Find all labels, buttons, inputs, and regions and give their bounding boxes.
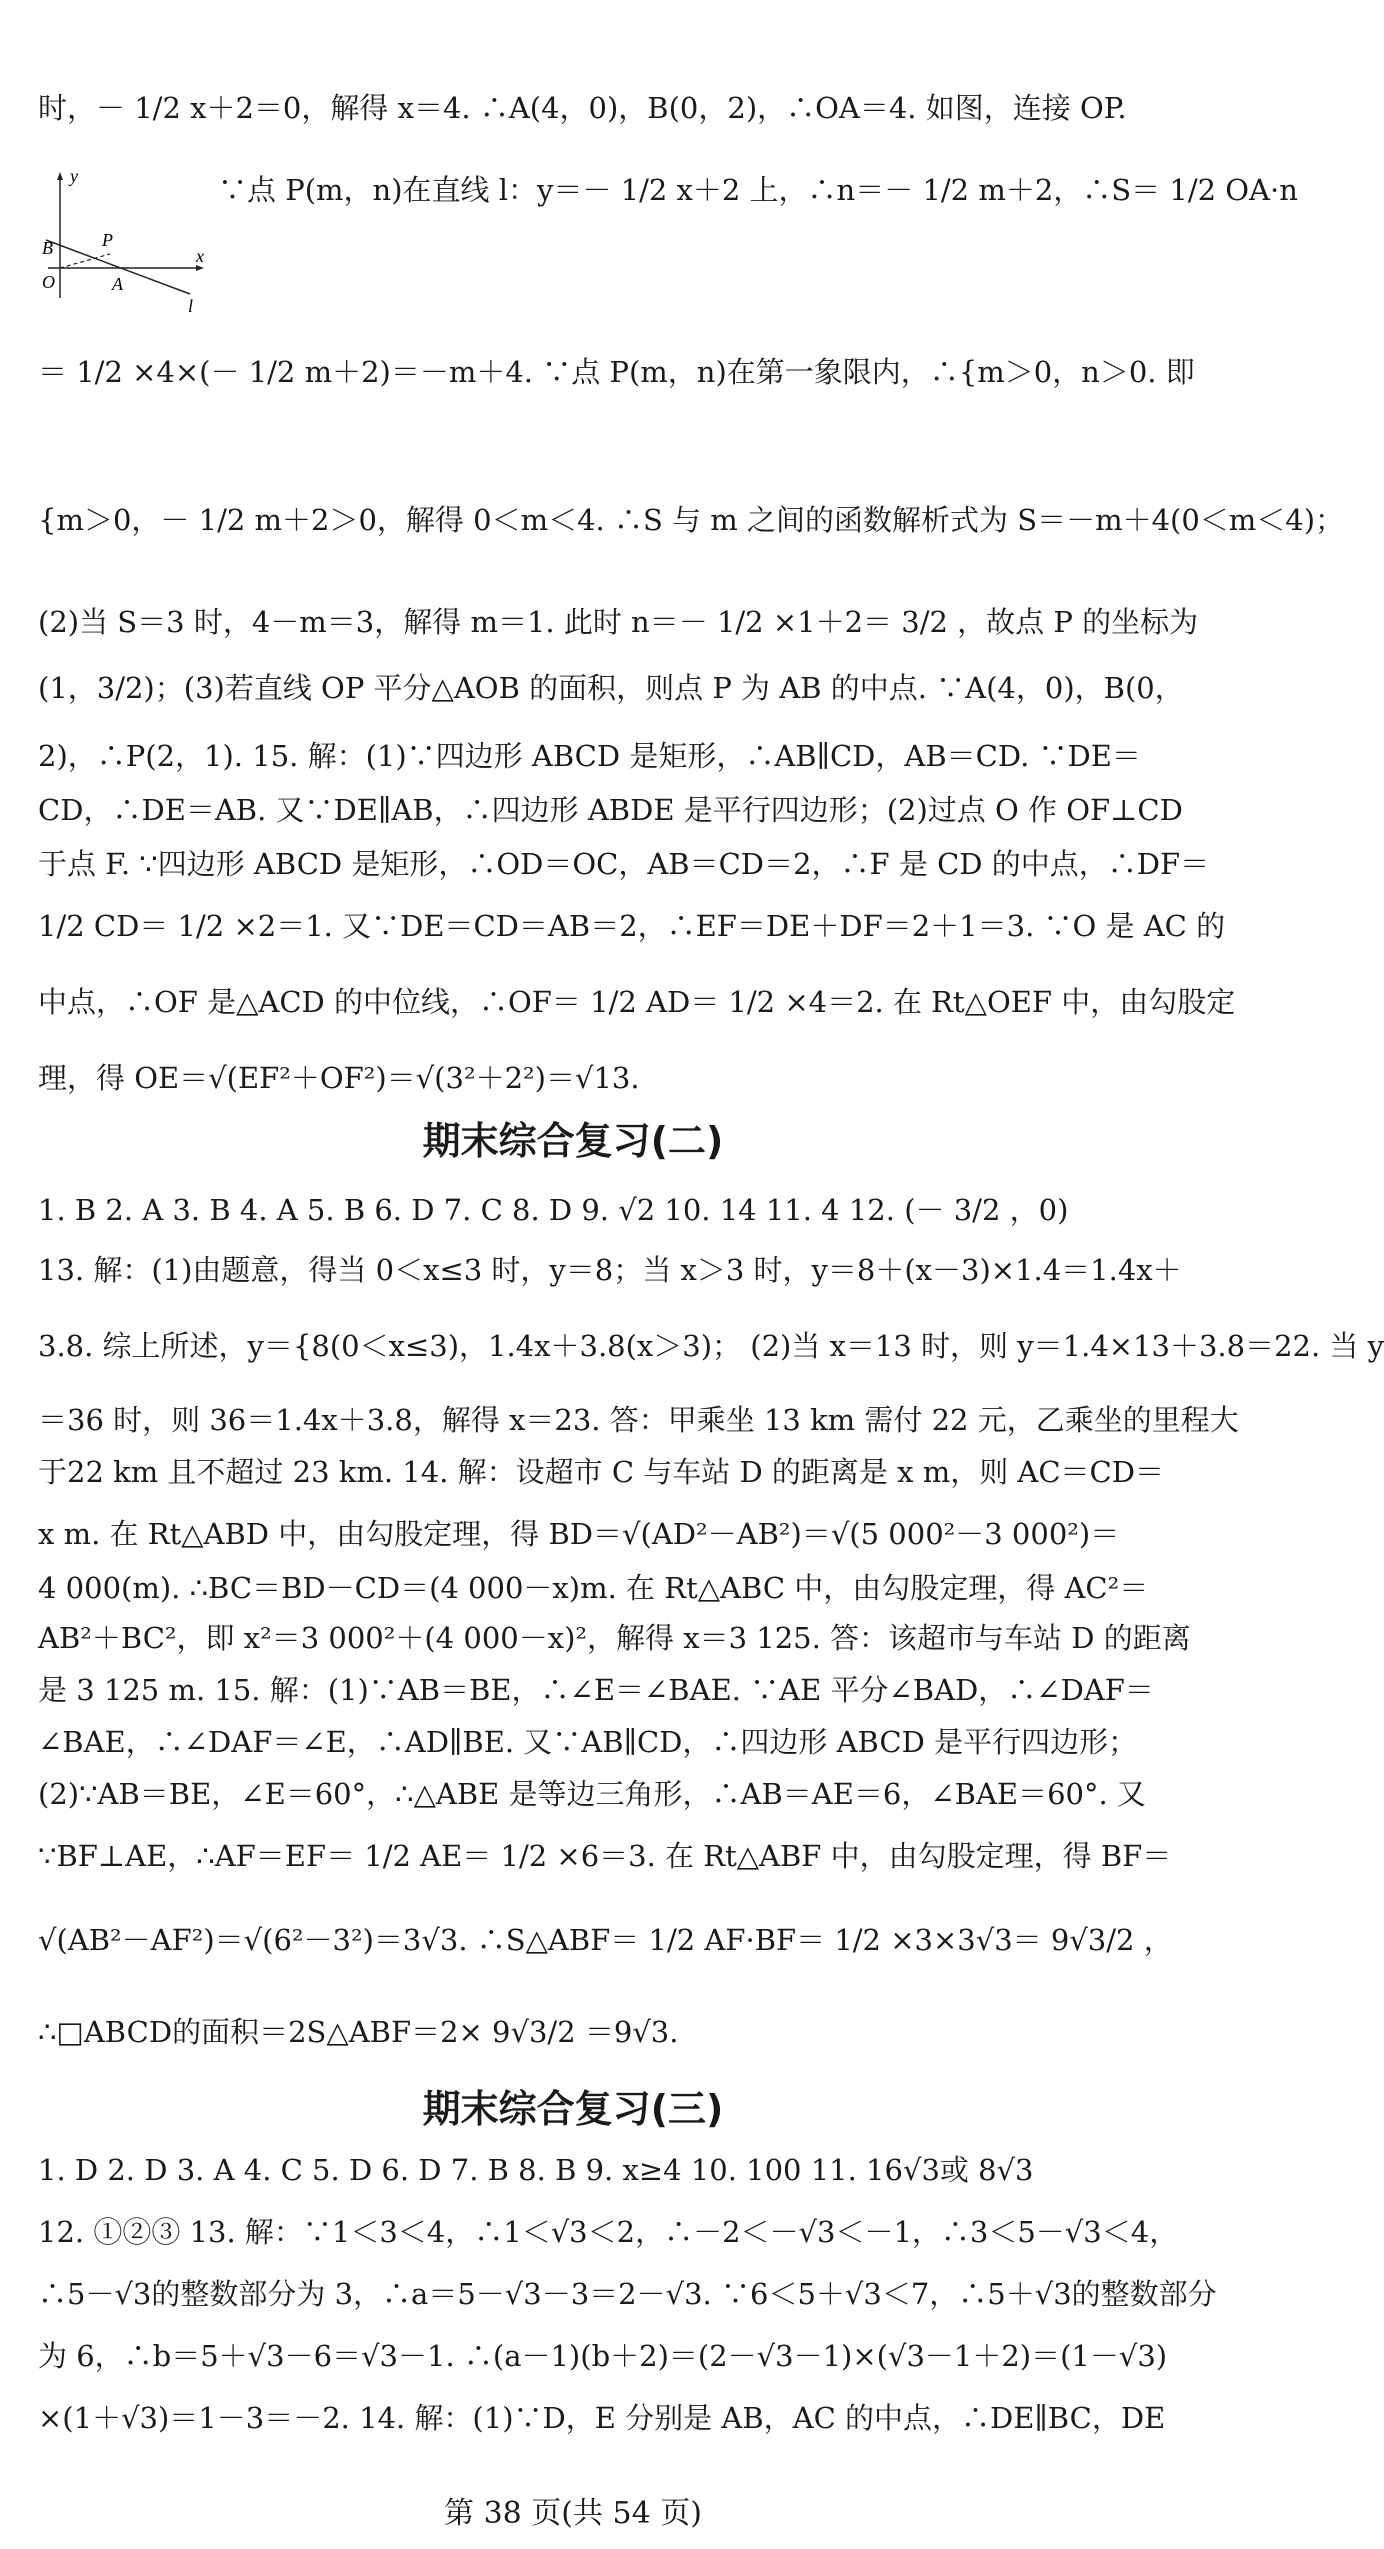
- text-line: 理，得 OE＝√(EF²＋OF²)＝√(3²＋2²)＝√13.: [38, 1061, 640, 1095]
- text-line: ∴□ABCD的面积＝2S△ABF＝2× 9√3/2 ＝9√3.: [38, 2015, 679, 2049]
- text-line: 2)，∴P(2，1). 15. 解：(1)∵四边形 ABCD 是矩形，∴AB∥CD，AB＝CD. ∵DE＝: [38, 739, 1141, 773]
- text-line: 是 3 125 m. 15. 解：(1)∵AB＝BE，∴∠E＝∠BAE. ∵AE 平分∠BAD，∴∠DAF＝: [38, 1673, 1154, 1707]
- text-line: 13. 解：(1)由题意，得当 0＜x≤3 时，y＝8；当 x＞3 时，y＝8＋(x－3)×1.4＝1.4x＋: [38, 1253, 1182, 1287]
- text-line: ∵BF⊥AE，∴AF＝EF＝ 1/2 AE＝ 1/2 ×6＝3. 在 Rt△ABF 中，由勾股定理，得 BF＝: [38, 1839, 1172, 1873]
- text-line: 中点，∴OF 是△ACD 的中位线，∴OF＝ 1/2 AD＝ 1/2 ×4＝2. 在 Rt△OEF 中，由勾股定: [38, 985, 1236, 1019]
- text-line: ∠BAE，∴∠DAF＝∠E，∴AD∥BE. 又∵AB∥CD，∴四边形 ABCD 是平行四边形；: [38, 1725, 1138, 1759]
- text-line: 4 000(m). ∴BC＝BD－CD＝(4 000－x)m. 在 Rt△ABC 中，由勾股定理，得 AC²＝: [38, 1571, 1149, 1605]
- text-line: 12. ①②③ 13. 解：∵1＜3＜4，∴1＜√3＜2，∴－2＜－√3＜－1，∴3＜5－√3＜4，: [38, 2215, 1179, 2249]
- label-A: A: [112, 274, 123, 294]
- label-y: y: [70, 166, 78, 186]
- text-line: ∵点 P(m，n)在直线 l：y＝－ 1/2 x＋2 上，∴n＝－ 1/2 m＋2，∴S＝ 1/2 OA·n: [218, 173, 1298, 207]
- label-O: O: [42, 272, 55, 292]
- text-line: CD，∴DE＝AB. 又∵DE∥AB，∴四边形 ABDE 是平行四边形；(2)过点 O 作 OF⊥CD: [38, 793, 1183, 827]
- label-x: x: [196, 246, 204, 266]
- text-line: (2)当 S＝3 时，4－m＝3，解得 m＝1. 此时 n＝－ 1/2 ×1＋2＝ 3/2 ，故点 P 的坐标为: [38, 605, 1199, 639]
- text-line: 于22 km 且不超过 23 km. 14. 解：设超市 C 与车站 D 的距离是 x m，则 AC＝CD＝: [38, 1455, 1164, 1489]
- text-line: 于点 F. ∵四边形 ABCD 是矩形，∴OD＝OC，AB＝CD＝2，∴F 是 CD 的中点，∴DF＝: [38, 847, 1210, 881]
- text-line: (2)∵AB＝BE，∠E＝60°，∴△ABE 是等边三角形，∴AB＝AE＝6，∠BAE＝60°. 又: [38, 1777, 1146, 1811]
- text-line: 1. D 2. D 3. A 4. C 5. D 6. D 7. B 8. B 9. x≥4 10. 100 11. 16√3或 8√3: [38, 2153, 1034, 2187]
- text-line: 1/2 CD＝ 1/2 ×2＝1. 又∵DE＝CD＝AB＝2，∴EF＝DE＋DF＝2＋1＝3. ∵O 是 AC 的: [38, 909, 1226, 943]
- text-line: 时，－ 1/2 x＋2＝0，解得 x＝4. ∴A(4，0)，B(0，2)，∴OA＝4. 如图，连接 OP.: [38, 91, 1127, 125]
- text-line: AB²＋BC²，即 x²＝3 000²＋(4 000－x)²，解得 x＝3 125. 答：该超市与车站 D 的距离: [38, 1621, 1191, 1655]
- text-line: ×(1＋√3)＝1－3＝－2. 14. 解：(1)∵D，E 分别是 AB，AC 的中点，∴DE∥BC，DE: [38, 2401, 1166, 2435]
- section-heading: 期末综合复习(二): [422, 1119, 724, 1163]
- text-line: √(AB²－AF²)＝√(6²－3²)＝3√3. ∴S△ABF＝ 1/2 AF·BF＝ 1/2 ×3×3√3＝ 9√3/2 ，: [38, 1923, 1173, 1957]
- text-line: 为 6，∴b＝5＋√3－6＝√3－1. ∴(a－1)(b＋2)＝(2－√3－1)×(√3－1＋2)＝(1－√3): [38, 2339, 1168, 2373]
- text-line: {m＞0，－ 1/2 m＋2＞0，解得 0＜m＜4. ∴S 与 m 之间的函数解析式为 S＝－m＋4(0＜m＜4)；: [38, 503, 1345, 537]
- text-line: ∴5－√3的整数部分为 3，∴a＝5－√3－3＝2－√3. ∵6＜5＋√3＜7，∴5＋√3的整数部分: [38, 2277, 1217, 2311]
- text-line: ＝ 1/2 ×4×(－ 1/2 m＋2)＝－m＋4. ∵点 P(m，n)在第一象限内，∴{m＞0，n＞0. 即: [38, 355, 1195, 389]
- line-graph-figure: [40, 168, 210, 318]
- label-P: P: [102, 230, 113, 250]
- label-l: l: [188, 296, 194, 316]
- text-line: 3.8. 综上所述，y＝{8(0＜x≤3)，1.4x＋3.8(x＞3)； (2)当 x＝13 时，则 y＝1.4×13＋3.8＝22. 当 y: [38, 1329, 1384, 1363]
- label-B: B: [42, 238, 53, 258]
- page-footer: 第 38 页(共 54 页): [444, 2496, 702, 2531]
- text-line: 1. B 2. A 3. B 4. A 5. B 6. D 7. C 8. D 9. √2 10. 14 11. 4 12. (－ 3/2 ，0): [38, 1193, 1069, 1227]
- section-heading: 期末综合复习(三): [422, 2087, 724, 2131]
- text-line: x m. 在 Rt△ABD 中，由勾股定理，得 BD＝√(AD²－AB²)＝√(5 000²－3 000²)＝: [38, 1517, 1120, 1551]
- text-line: (1，3/2)；(3)若直线 OP 平分△AOB 的面积，则点 P 为 AB 的中点. ∵A(4，0)，B(0，: [38, 671, 1184, 705]
- text-line: ＝36 时，则 36＝1.4x＋3.8，解得 x＝23. 答：甲乘坐 13 km 需付 22 元，乙乘坐的里程大: [38, 1403, 1239, 1437]
